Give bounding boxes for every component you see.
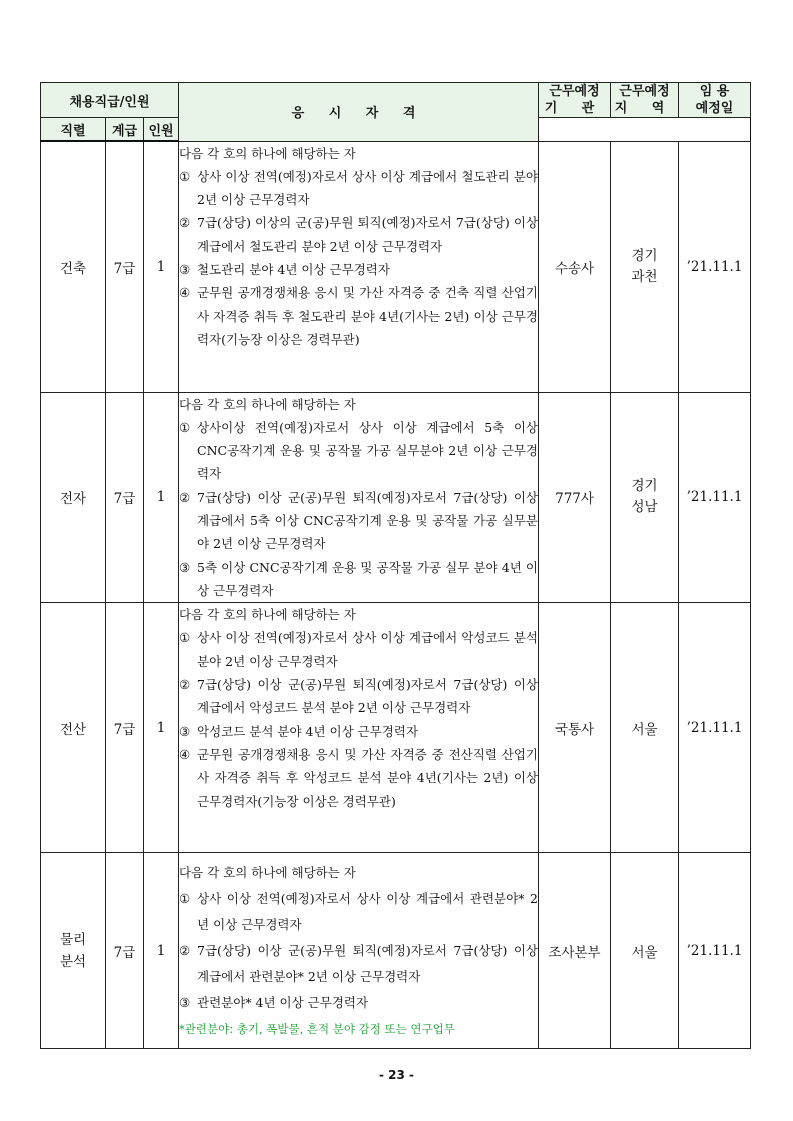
header-count: 인원 — [144, 118, 179, 142]
qual-item: ② 7급(상당) 이상의 군(공)무원 퇴직(예정)자로서 7급(상당) 이상 계급에서 철도관리 분야 2년 이상 근무경력자 — [179, 215, 539, 254]
agency-cell: 수송사 — [539, 141, 611, 392]
qual-item: ② 7급(상당) 이상 군(공)무원 퇴직(예정)자로서 7급(상당) 이상 계급에서 악성코드 분석 분야 2년 이상 근무경력자 — [179, 677, 539, 716]
table-row — [41, 853, 751, 1049]
header-grade: 계급 — [106, 118, 144, 142]
qual-intro: 다음 각 호의 하나에 해당하는 자 — [179, 396, 356, 412]
table-row — [41, 392, 751, 603]
job-cell: 건축 — [41, 141, 106, 392]
table-row — [41, 141, 751, 392]
count-cell: 1 — [144, 392, 179, 603]
qual-item: ② 7급(상당) 이상 군(공)무원 퇴직(예정)자로서 7급(상당) 이상 계급에서 5축 이상 CNC공작기계 운용 및 공작물 가공 실무분야 2년 이상 근무경력자 — [179, 489, 539, 552]
related-field-note: *관련분야: 총기, 폭발물, 흔적 분야 감정 또는 연구업무 — [179, 1021, 455, 1036]
header-group: 채용직급/인원 — [41, 83, 179, 118]
recruitment-table — [40, 82, 751, 1049]
qual-item: ④ 군무원 공개경쟁채용 응시 및 가산 자격증 중 건축 직렬 산업기사 자격증 취득 후 철도관리 분야 4년(기사는 2년) 이상 근무경력자(기능장 이상은 경력무관) — [179, 285, 539, 347]
count-cell: 1 — [144, 603, 179, 853]
header-job: 직렬 — [41, 118, 106, 142]
region-cell: 서울 — [611, 853, 679, 1049]
region-cell: 경기 과천 — [611, 141, 679, 392]
page-number: - 23 - — [378, 1068, 414, 1082]
grade-cell: 7급 — [106, 603, 144, 853]
table-row — [41, 603, 751, 853]
qualifications-cell — [179, 141, 539, 392]
qual-item: ④ 군무원 공개경쟁채용 응시 및 가산 자격증 중 전산직렬 산업기사 자격증 취득 후 악성코드 분석 분야 4년(기사는 2년) 이상 근무경력자(기능장 이상은 경력무관) — [179, 746, 539, 809]
header-region: 근무예정 지 역 — [611, 83, 679, 118]
qual-intro: 다음 각 호의 하나에 해당하는 자 — [179, 607, 356, 623]
agency-cell: 777사 — [539, 392, 611, 603]
job-cell: 물리 분석 — [41, 853, 106, 1049]
count-cell: 1 — [144, 141, 179, 392]
count-cell: 1 — [144, 853, 179, 1049]
date-cell: ’21.11.1 — [679, 141, 751, 392]
header-date: 임 용 예정일 — [679, 83, 751, 118]
agency-cell: 국통사 — [539, 603, 611, 853]
qual-intro: 다음 각 호의 하나에 해당하는 자 — [179, 145, 356, 161]
qual-item: ② 7급(상당) 이상 군(공)무원 퇴직(예정)자로서 7급(상당) 이상 계급에서 관련분야* 2년 이상 근무경력자 — [179, 942, 539, 984]
qual-item: ① 상사 이상 전역(예정)자로서 상사 이상 계급에서 관련분야* 2년 이상 근무경력자 — [179, 890, 539, 932]
region-cell: 서울 — [611, 603, 679, 853]
qual-item: ③ 악성코드 분석 분야 4년 이상 근무경력자 — [179, 723, 419, 739]
job-cell: 전산 — [41, 603, 106, 853]
qual-item: ① 상사 이상 전역(예정)자로서 상사 이상 계급에서 철도관리 분야 2년 이상 근무경력자 — [179, 168, 539, 208]
qualifications-cell — [179, 392, 539, 603]
qualifications-cell — [179, 603, 539, 853]
qual-item: ③ 철도관리 분야 4년 이상 근무경력자 — [179, 261, 390, 277]
qualifications-cell — [179, 853, 539, 1049]
date-cell: ’21.11.1 — [679, 853, 751, 1049]
qual-item: ① 상사이상 전역(예정)자로서 상사 이상 계급에서 5축 이상 CNC공작기계 운용 및 공작물 가공 실무분야 2년 이상 근무경력자 — [179, 419, 539, 482]
date-cell: ’21.11.1 — [679, 603, 751, 853]
grade-cell: 7급 — [106, 141, 144, 392]
qual-item: ③ 관련분야* 4년 이상 근무경력자 — [179, 994, 369, 1010]
header-qualifications: 응 시 자 격 — [179, 83, 539, 142]
region-cell: 경기 성남 — [611, 392, 679, 603]
agency-cell: 조사본부 — [539, 853, 611, 1049]
grade-cell: 7급 — [106, 392, 144, 603]
job-cell: 전자 — [41, 392, 106, 603]
date-cell: ’21.11.1 — [679, 392, 751, 603]
qual-item: ③ 5축 이상 CNC공작기계 운용 및 공작물 가공 실무 분야 4년 이상 근무경력자 — [179, 559, 539, 598]
qual-intro: 다음 각 호의 하나에 해당하는 자 — [179, 864, 356, 880]
grade-cell: 7급 — [106, 853, 144, 1049]
header-agency: 근무예정 기 관 — [539, 83, 611, 118]
qual-item: ① 상사 이상 전역(예정)자로서 상사 이상 계급에서 악성코드 분석 분야 2년 이상 근무경력자 — [179, 630, 539, 669]
